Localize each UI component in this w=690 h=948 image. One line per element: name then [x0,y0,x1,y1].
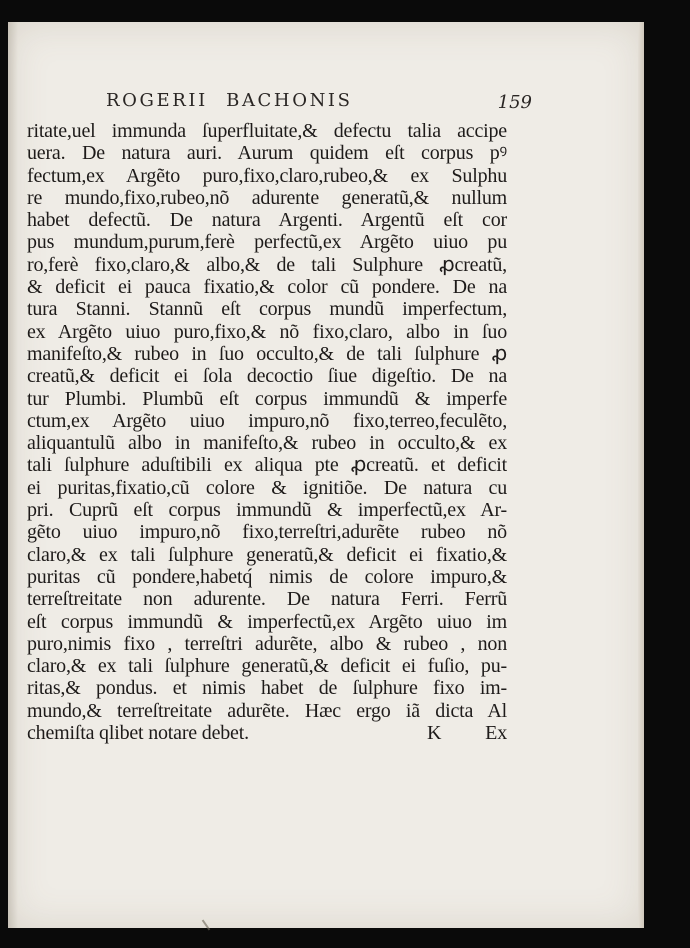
text-line: ro,ferè fixo,claro,& albo,& de tali Sulphure ꝓcreatũ, [27,253,507,276]
text-line: tura Stanni. Stannũ eſt corpus mundũ imperfectum, [27,298,507,321]
text-line: ex Argẽto uiuo puro,fixo,& nõ fixo,claro, albo in ſuo [27,320,507,343]
text-line: aliquantulũ albo in manifeſto,& rubeo in occulto,& ex [27,432,507,455]
text-line: re mundo,fixo,rubeo,nõ adurente generatũ,& nullum [27,186,507,209]
text-line: claro,& ex tali ſulphure generatũ,& deficit ei fuſio, pu- [27,655,507,678]
body-text [27,120,507,744]
text-line: terreſtreitate non adurente. De natura Ferri. Ferrũ [27,588,507,611]
text-line: fectum,ex Argẽto puro,fixo,claro,rubeo,& ex Sulphu [27,164,507,187]
text-line: tali ſulphure aduſtibili ex aliqua pte ꝓcreatũ. et deficit [27,454,507,477]
text-line: creatũ,& deficit ei ſola decoctio ſiue digeſtio. De na [27,365,507,388]
text-line: & deficit ei pauca fixatio,& color cũ pondere. De na [27,276,507,299]
text-line: uera. De natura auri. Aurum quidem eſt corpus pꝰ [27,142,507,165]
text-line: habet defectũ. De natura Argenti. Argentũ eſt cor [27,209,507,232]
text-line: gẽto uiuo impuro,nõ fixo,terreſtri,adurẽte rubeo nõ [27,521,507,544]
gutter-shadow [8,22,18,928]
text-line: ei puritas,fixatio,cũ colore & ignitiõe. De natura cu [27,476,507,499]
text-line: ritate,uel immunda ſuperfluitate,& defectu talia accipe [27,120,507,142]
fore-edge [638,22,644,928]
catchword: Ex [485,722,507,745]
running-head [106,90,532,114]
text-line: pus mundum,purum,ferè perfectũ,ex Argẽto uiuo pu [27,231,507,254]
text-line: tur Plumbi. Plumbũ eſt corpus immundũ & imperfe [27,387,507,410]
final-line [27,722,507,744]
book-page [8,22,644,928]
paper-blemish [202,920,211,931]
text-line: claro,& ex tali ſulphure generatũ,& deficit ei fixatio,& [27,543,507,566]
text-line: ritas,& pondus. et nimis habet de ſulphure fixo im- [27,677,507,700]
text-line: eſt corpus immundũ & imperfectũ,ex Argẽto uiuo im [27,610,507,633]
text-line: ctum,ex Argẽto uiuo impuro,nõ fixo,terreo,feculẽto, [27,409,507,432]
page-number: 159 [497,92,532,113]
text-line: puro,nimis fixo , terreſtri adurẽte, albo & rubeo , non [27,632,507,655]
signature-mark: K [427,722,442,745]
text-line: mundo,& terreſtreitate adurẽte. Hæc ergo iã dicta Al [27,699,507,722]
text-line: chemiſta qlibet notare debet. [27,722,249,745]
text-line: pri. Cuprũ eſt corpus immundũ & imperfectũ,ex Ar- [27,499,507,522]
text-line: manifeſto,& rubeo in ſuo occulto,& de tali ſulphure ꝓ [27,342,507,365]
text-line: puritas cũ pondere,habetq́ nimis de colore impuro,& [27,565,507,588]
running-head-title: ROGERII BACHONIS [106,90,353,111]
